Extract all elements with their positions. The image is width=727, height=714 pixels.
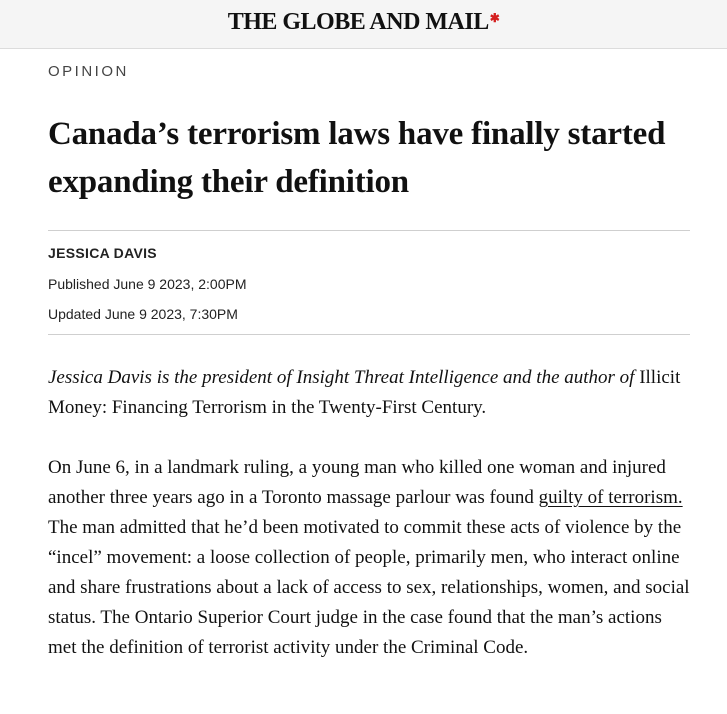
article-paragraph [48,453,690,663]
article-meta [48,231,690,334]
author-name[interactable]: JESSICA DAVIS [48,245,157,261]
author-bio-book: Illicit Money: Financing Terrorism in the Twenty-First Century. [48,367,681,418]
maple-leaf-icon: ✱ [489,11,500,25]
updated-date: Updated June 9 2023, 7:30PM [48,306,238,322]
site-logo[interactable] [0,9,727,36]
article [48,60,690,663]
author-bio-italic: Jessica Davis is the president of Insight Threat Intelligence and the author of [48,367,635,388]
published-date: Published June 9 2023, 2:00PM [48,276,247,292]
section-label[interactable]: OPINION [48,63,129,80]
author-bio [48,363,690,423]
guilty-of-terrorism-link[interactable]: guilty of terrorism. [538,487,683,508]
paragraph-text: On June 6, in a landmark ruling, a young man who killed one woman and injured another three years ago in a Toronto massage parlour was found [48,457,666,508]
masthead-bar [0,0,727,49]
article-headline: Canada’s terrorism laws have finally started expanding their definition [48,116,666,200]
divider [48,334,690,335]
paragraph-text: The man admitted that he’d been motivated to commit these acts of violence by the “incel” movement: a loose collection of people, primarily men, who interact online and share frustrations about a lack of access to sex, relationships, women, and social status. The Ontario Superior Court judge in the case found that the man’s actions met the definition of terrorist activity under the Criminal Code. [48,517,690,658]
site-logo-text: THE GLOBE AND MAIL [227,9,489,35]
